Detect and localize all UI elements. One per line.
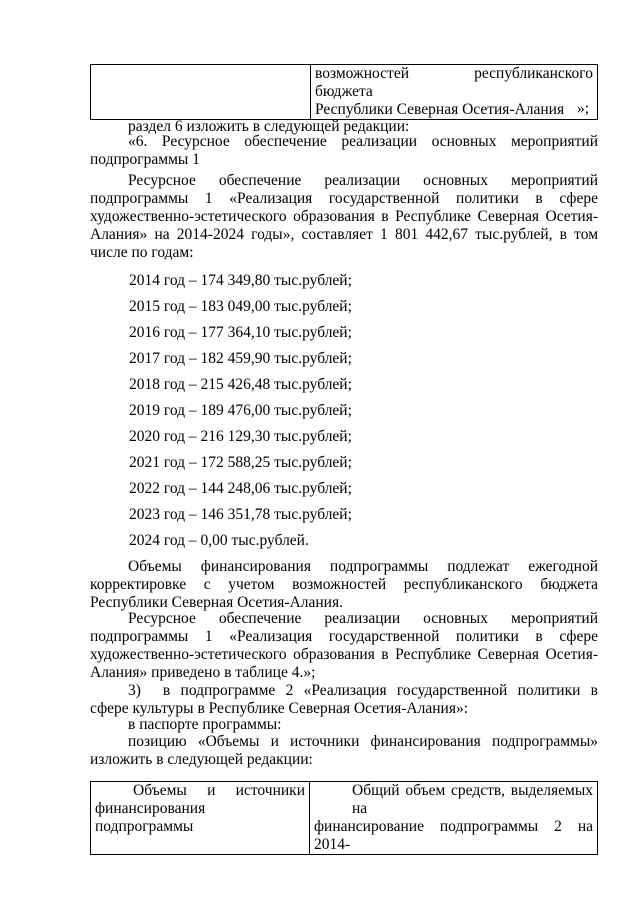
table-cell-line: Объемы и источники bbox=[133, 782, 305, 799]
passport-line: в паспорте программы: bbox=[128, 716, 282, 733]
table-cell-line: возможностей республиканского бюджета bbox=[315, 65, 593, 100]
year-line: 2017 год – 182 459,90 тыс.рублей; bbox=[129, 350, 352, 367]
table-cell-line: Республики Северная Осетия-Алания bbox=[315, 101, 565, 118]
table-cell-empty bbox=[91, 65, 311, 120]
year-line: 2018 год – 215 426,48 тыс.рублей; bbox=[129, 376, 352, 393]
table-cell-line: финансирование подпрограммы 2 на 2014- bbox=[314, 818, 593, 853]
year-line: 2023 год – 146 351,78 тыс.рублей; bbox=[129, 506, 352, 523]
year-line: 2019 год – 189 476,00 тыс.рублей; bbox=[129, 402, 352, 419]
year-line: 2022 год – 144 248,06 тыс.рублей; bbox=[129, 480, 352, 497]
item-text: в подпрограмме 2 «Реализация государственной политики в сфере культуры в Республике Северная Осетия-Алания»: bbox=[90, 682, 598, 717]
table-cell-text bbox=[310, 782, 598, 855]
year-line: 2021 год – 172 588,25 тыс.рублей; bbox=[129, 454, 352, 471]
table-cell-line: Общий объем средств, выделяемых на bbox=[352, 782, 593, 817]
table-cell-label bbox=[91, 782, 310, 855]
item-3-paragraph bbox=[90, 682, 598, 718]
position-paragraph: позицию «Объемы и источники финансирования подпрограммы» изложить в следующей редакции: bbox=[90, 733, 598, 768]
year-line: 2015 год – 183 049,00 тыс.рублей; bbox=[129, 298, 352, 315]
table-cell-text bbox=[311, 65, 598, 120]
year-line: 2016 год – 177 364,10 тыс.рублей; bbox=[129, 324, 352, 341]
year-line: 2024 год – 0,00 тыс.рублей. bbox=[129, 532, 309, 549]
table4-paragraph: Ресурсное обеспечение реализации основных мероприятий подпрограммы 1 «Реализация государственной политики в сфере художественно-эстетического образования в Республике Северная Осетия-Алания» приведено в таблице 4.»; bbox=[90, 610, 598, 681]
volumes-paragraph: Объемы финансирования подпрограммы подлежат ежегодной корректировке с учетом возможностей республиканского бюджета Республики Северная Осетия-Алания. bbox=[90, 558, 598, 611]
section6-paragraph: Ресурсное обеспечение реализации основных мероприятий подпрограммы 1 «Реализация государственной политики в сфере художественно-эстетического образования в Республике Северная Осетия-Алания» на 2014-2024 годы», составляет 1 801 442,67 тыс.рублей, в том числе по годам: bbox=[90, 172, 598, 261]
item-number: 3) bbox=[128, 682, 141, 699]
passport-table bbox=[90, 781, 598, 855]
section6-heading: «6. Ресурсное обеспечение реализации основных мероприятий подпрограммы 1 bbox=[90, 133, 598, 168]
table-cell-line: финансирования подпрограммы bbox=[95, 800, 206, 835]
closing-quote: »; bbox=[577, 100, 590, 117]
year-line: 2014 год – 174 349,80 тыс.рублей; bbox=[129, 272, 352, 289]
continuation-table bbox=[90, 64, 598, 120]
year-line: 2020 год – 216 129,30 тыс.рублей; bbox=[129, 428, 352, 445]
section6-intro: раздел 6 изложить в следующей редакции: bbox=[128, 118, 410, 135]
